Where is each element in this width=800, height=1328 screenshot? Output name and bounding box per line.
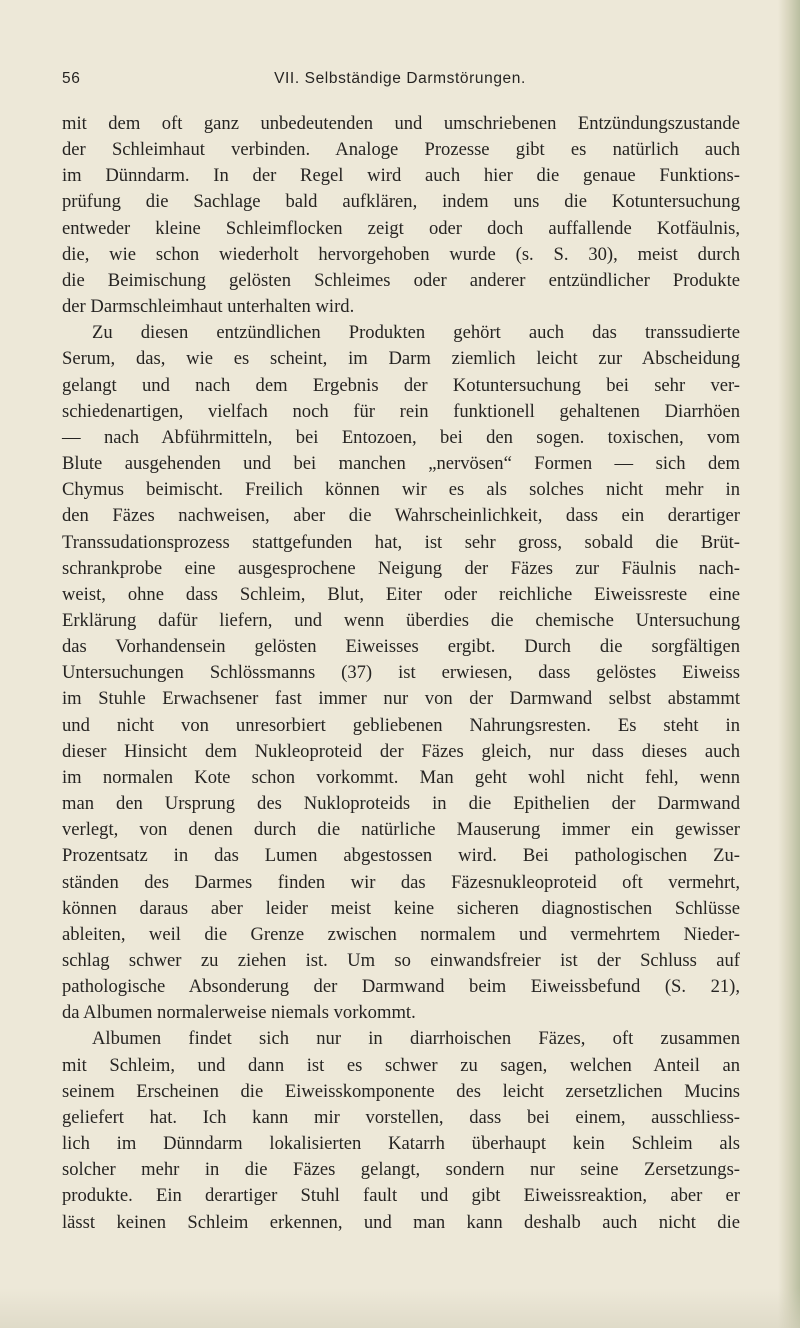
text-line: — nach Abführmitteln, bei Entozoen, bei den sogen. toxischen, vom <box>62 426 740 448</box>
page-edge-shadow <box>778 0 800 1328</box>
text-line: da Albumen normalerweise niemals vorkommt. <box>62 1002 416 1024</box>
body-text <box>62 111 740 1236</box>
text-line: Albumen findet sich nur in diarrhoischen Fäzes, oft zusammen <box>92 1028 740 1050</box>
text-line: seinem Erscheinen die Eiweisskomponente des leicht zersetzlichen Mucins <box>62 1080 740 1102</box>
text-line: das Vorhandensein gelösten Eiweisses ergibt. Durch die sorgfältigen <box>62 636 740 658</box>
text-line: Erklärung dafür liefern, und wenn überdies die chemische Untersuchung <box>62 609 740 631</box>
text-line: Prozentsatz in das Lumen abgestossen wird. Bei pathologischen Zu- <box>62 845 740 867</box>
text-line: ständen des Darmes finden wir das Fäzesnukleoproteid oft vermehrt, <box>62 871 740 893</box>
text-line: schiedenartigen, vielfach noch für rein funktionell gehaltenen Diarrhöen <box>62 400 740 422</box>
text-line: lich im Dünndarm lokalisierten Katarrh überhaupt kein Schleim als <box>62 1133 740 1155</box>
text-line: ableiten, weil die Grenze zwischen normalem und vermehrtem Nieder- <box>62 923 740 945</box>
text-line: Blute ausgehenden und bei manchen „nervösen“ Formen — sich dem <box>62 453 740 475</box>
text-line: produkte. Ein derartiger Stuhl fault und gibt Eiweissreaktion, aber er <box>62 1185 740 1207</box>
running-title: VII. Selbständige Darmstörungen. <box>274 70 526 87</box>
text-line: den Fäzes nachweisen, aber die Wahrscheinlichkeit, dass ein derartiger <box>62 505 740 527</box>
text-line: Transsudationsprozess stattgefunden hat, ist sehr gross, sobald die Brüt- <box>62 531 740 553</box>
page-number: 56 <box>62 70 81 87</box>
text-line: man den Ursprung des Nukloproteids in die Epithelien der Darmwand <box>62 793 740 815</box>
text-line: pathologische Absonderung der Darmwand beim Eiweissbefund (S. 21), <box>62 976 740 998</box>
text-line: der Darmschleimhaut unterhalten wird. <box>62 296 355 318</box>
text-line: im Stuhle Erwachsener fast immer nur von der Darmwand selbst abstammt <box>62 688 740 710</box>
text-line: lässt keinen Schleim erkennen, und man kann deshalb auch nicht die <box>62 1211 740 1233</box>
text-line: im Dünndarm. In der Regel wird auch hier die genaue Funktions- <box>62 165 740 187</box>
text-line: schrankprobe eine ausgesprochene Neigung der Fäzes zur Fäulnis nach- <box>62 557 740 579</box>
text-line: Untersuchungen Schlössmanns (37) ist erwiesen, dass gelöstes Eiweiss <box>62 662 740 684</box>
text-line: die Beimischung gelösten Schleimes oder anderer entzündlicher Produkte <box>62 269 740 291</box>
text-line: verlegt, von denen durch die natürliche Mauserung immer ein gewisser <box>62 819 740 841</box>
text-line: Chymus beimischt. Freilich können wir es als solches nicht mehr in <box>62 479 740 501</box>
text-line: dieser Hinsicht dem Nukleoproteid der Fäzes gleich, nur dass dieses auch <box>62 740 740 762</box>
text-line: Serum, das, wie es scheint, im Darm ziemlich leicht zur Abscheidung <box>62 348 740 370</box>
text-line: und nicht von unresorbiert gebliebenen Nahrungsresten. Es steht in <box>62 714 740 736</box>
text-line: mit dem oft ganz unbedeutenden und umschriebenen Entzündungszustande <box>62 113 740 134</box>
page-header <box>62 70 738 94</box>
text-line: solcher mehr in die Fäzes gelangt, sondern nur seine Zersetzungs- <box>62 1159 740 1181</box>
text-line: prüfung die Sachlage bald aufklären, indem uns die Kotuntersuchung <box>62 191 740 213</box>
text-line: gelangt und nach dem Ergebnis der Kotuntersuchung bei sehr ver- <box>62 374 740 396</box>
text-line: im normalen Kote schon vorkommt. Man geht wohl nicht fehl, wenn <box>62 766 740 788</box>
text-line: mit Schleim, und dann ist es schwer zu sagen, welchen Anteil an <box>62 1054 740 1076</box>
page-bottom-shade <box>0 1288 800 1328</box>
text-line: entweder kleine Schleimflocken zeigt oder doch auffallende Kotfäulnis, <box>62 217 740 239</box>
text-line: der Schleimhaut verbinden. Analoge Prozesse gibt es natürlich auch <box>62 139 740 161</box>
text-line: geliefert hat. Ich kann mir vorstellen, dass bei einem, ausschliess- <box>62 1106 740 1128</box>
text-line: Zu diesen entzündlichen Produkten gehört auch das transsudierte <box>92 322 740 344</box>
text-line: schlag schwer zu ziehen ist. Um so einwandsfreier ist der Schluss auf <box>62 950 740 971</box>
text-line: können daraus aber leider meist keine sicheren diagnostischen Schlüsse <box>62 897 740 919</box>
text-line: weist, ohne dass Schleim, Blut, Eiter oder reichliche Eiweissreste eine <box>62 583 740 605</box>
text-line: die, wie schon wiederholt hervorgehoben wurde (s. S. 30), meist durch <box>62 243 740 265</box>
